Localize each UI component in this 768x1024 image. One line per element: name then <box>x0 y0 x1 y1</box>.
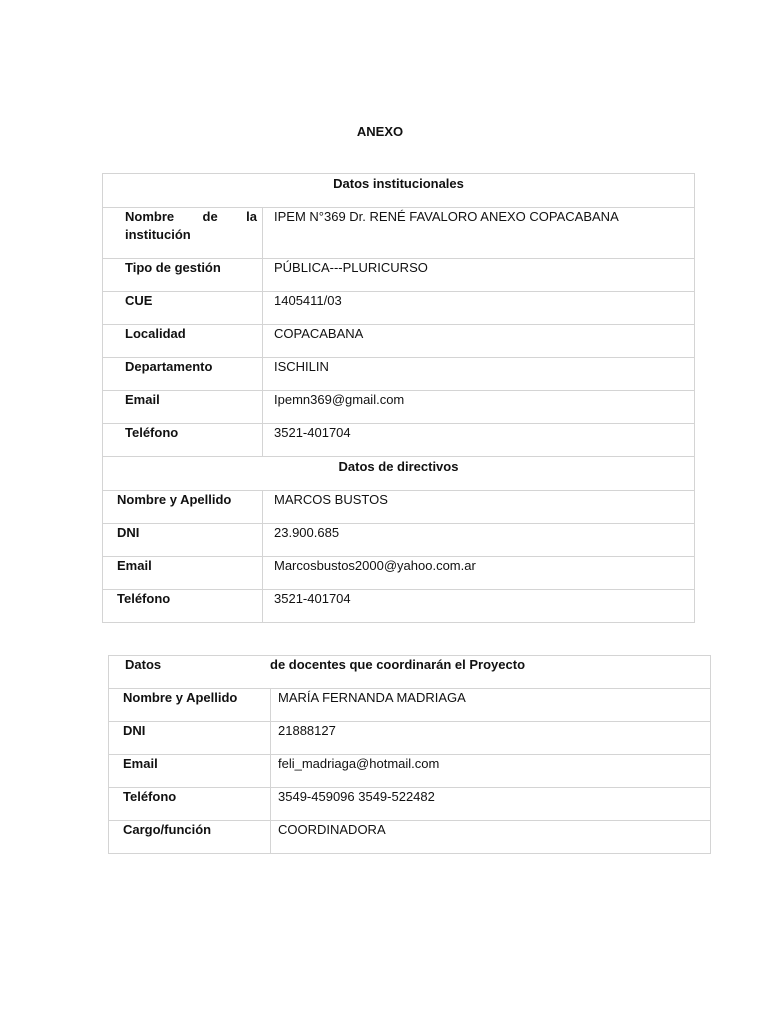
table-row <box>103 391 695 424</box>
locality-value: COPACABANA <box>263 325 695 358</box>
teacher-dni-label: DNI <box>109 722 271 755</box>
teachers-data-table <box>108 655 711 854</box>
teacher-name-value: MARÍA FERNANDA MADRIAGA <box>271 689 711 722</box>
institution-phone-label: Teléfono <box>103 424 263 457</box>
table-row <box>103 557 695 590</box>
director-email-value: Marcosbustos2000@yahoo.com.ar <box>263 557 695 590</box>
table-row <box>103 590 695 623</box>
label-word: la <box>246 209 257 224</box>
table-row <box>103 524 695 557</box>
teacher-role-label: Cargo/función <box>109 821 271 854</box>
department-label: Departamento <box>103 358 263 391</box>
label-line-1 <box>125 208 257 226</box>
cue-value: 1405411/03 <box>263 292 695 325</box>
cue-label: CUE <box>103 292 263 325</box>
teachers-heading-left: Datos <box>125 657 162 672</box>
institution-email-value: Ipemn369@gmail.com <box>263 391 695 424</box>
teacher-phone-value: 3549-459096 3549-522482 <box>271 788 711 821</box>
director-phone-label: Teléfono <box>103 590 263 623</box>
section-heading-institutional: Datos institucionales <box>103 174 695 208</box>
label-word: Nombre <box>125 209 175 224</box>
institutional-data-table <box>102 173 695 623</box>
table-row <box>109 722 711 755</box>
director-dni-label: DNI <box>103 524 263 557</box>
table-row <box>109 755 711 788</box>
table-row <box>103 292 695 325</box>
table-row <box>109 788 711 821</box>
label-word: de <box>202 209 218 224</box>
teacher-email-value: feli_madriaga@hotmail.com <box>271 755 711 788</box>
institution-name-label <box>103 208 263 259</box>
table-row <box>109 821 711 854</box>
label-line-2: institución <box>125 227 191 242</box>
teacher-name-label: Nombre y Apellido <box>109 689 271 722</box>
director-email-label: Email <box>103 557 263 590</box>
section-heading-directives: Datos de directivos <box>103 457 695 491</box>
institution-name-value: IPEM N°369 Dr. RENÉ FAVALORO ANEXO COPACABANA <box>263 208 695 259</box>
section-header-row <box>103 174 695 208</box>
institution-email-label: Email <box>103 391 263 424</box>
teacher-dni-value: 21888127 <box>271 722 711 755</box>
section-heading-teachers <box>109 656 711 689</box>
director-dni-value: 23.900.685 <box>263 524 695 557</box>
teacher-role-value: COORDINADORA <box>271 821 711 854</box>
teacher-email-label: Email <box>109 755 271 788</box>
department-value: ISCHILIN <box>263 358 695 391</box>
table-row <box>103 424 695 457</box>
director-name-label: Nombre y Apellido <box>103 491 263 524</box>
teacher-phone-label: Teléfono <box>109 788 271 821</box>
director-name-value: MARCOS BUSTOS <box>263 491 695 524</box>
table-row <box>103 325 695 358</box>
table-row <box>109 689 711 722</box>
table-row <box>103 208 695 259</box>
director-phone-value: 3521-401704 <box>263 590 695 623</box>
section-header-row <box>103 457 695 491</box>
management-type-value: PÚBLICA---PLURICURSO <box>263 259 695 292</box>
table-row <box>103 358 695 391</box>
page-title: ANEXO <box>356 124 404 139</box>
section-header-row <box>109 656 711 689</box>
table-row <box>103 259 695 292</box>
management-type-label: Tipo de gestión <box>103 259 263 292</box>
locality-label: Localidad <box>103 325 263 358</box>
institution-phone-value: 3521-401704 <box>263 424 695 457</box>
table-row <box>103 491 695 524</box>
teachers-heading-right: de docentes que coordinarán el Proyecto <box>270 657 526 672</box>
